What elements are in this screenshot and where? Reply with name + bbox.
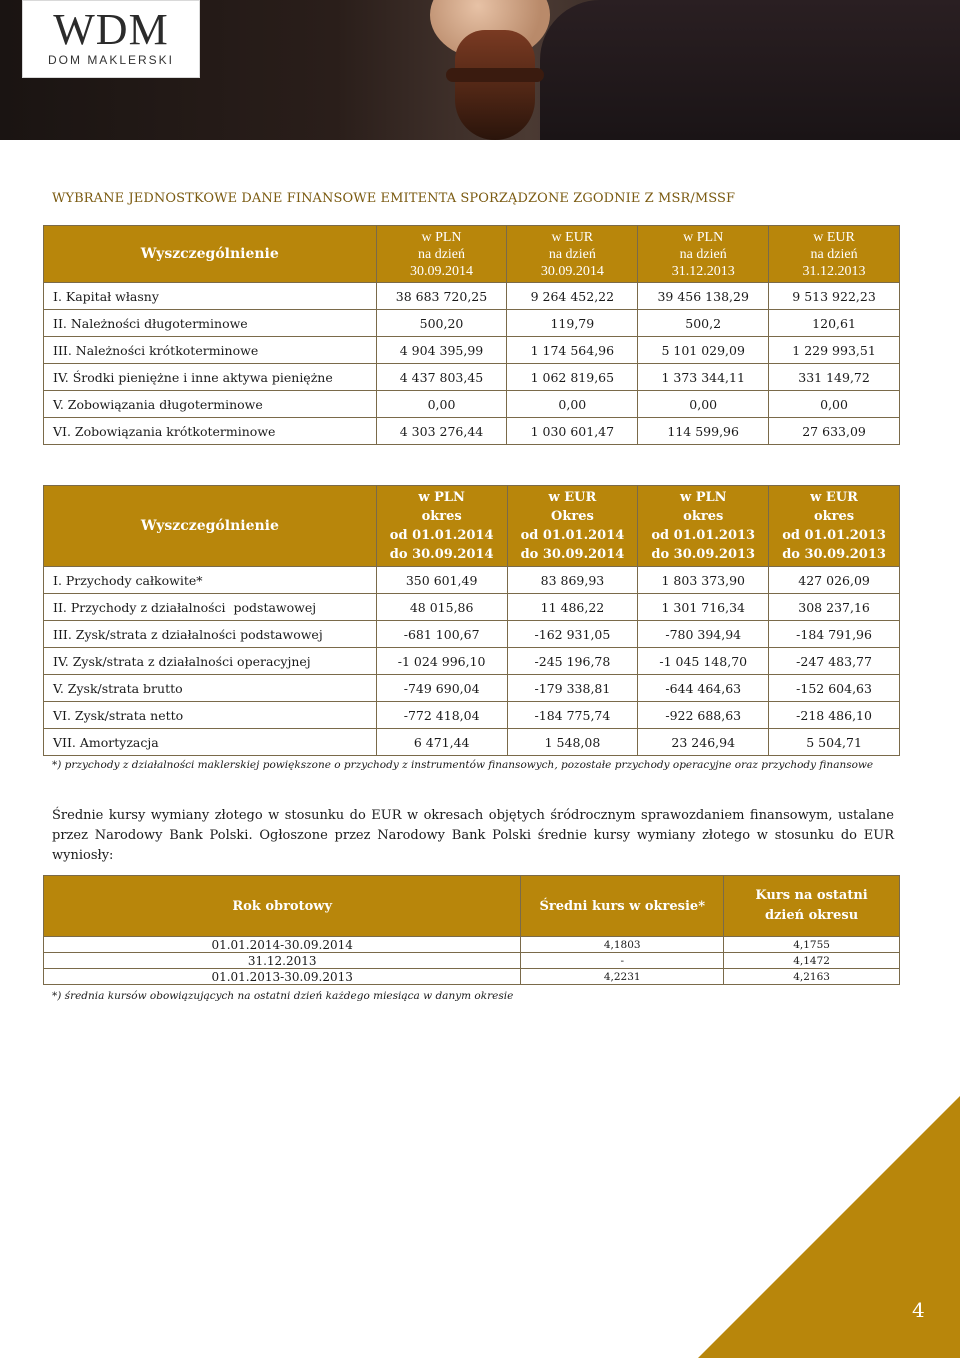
cell-value: 48 015,86	[376, 594, 507, 621]
col-line: do 30.09.2014	[520, 547, 625, 562]
rates-col-year: Rok obrotowy	[44, 876, 521, 937]
income-footnote: *) przychody z działalności maklerskiej powiększone o przychody z instrumentów finansowych, pozostałe przychody operacyjne oraz przychody finansowe	[52, 759, 874, 771]
cell-value: 1 548,08	[507, 729, 638, 756]
col-line: w PLN	[418, 490, 465, 505]
table-row	[44, 953, 900, 969]
col-line: do 30.09.2013	[651, 547, 756, 562]
gavel-ring	[446, 68, 544, 82]
table-row	[44, 337, 900, 364]
page-number: 4	[912, 1298, 925, 1322]
cell-value: -245 196,78	[507, 648, 638, 675]
cell-value: -218 486,10	[769, 702, 900, 729]
period-cell: 31.12.2013	[44, 953, 521, 969]
banner-photo-sleeve	[540, 0, 960, 140]
table-row	[44, 702, 900, 729]
cell-value: 1 803 373,90	[638, 567, 769, 594]
cell-value: 5 504,71	[769, 729, 900, 756]
col-line: od 01.01.2014	[520, 528, 625, 543]
header-banner	[0, 0, 960, 140]
cell-value: 500,2	[638, 310, 769, 337]
cell-value: -780 394,94	[638, 621, 769, 648]
cell-value: 0,00	[769, 391, 900, 418]
cell-value: 331 149,72	[769, 364, 900, 391]
col-line: 31.12.2013	[671, 263, 735, 279]
column-header	[376, 226, 507, 283]
col-line: 31.12.2013	[802, 263, 866, 279]
last-rate-cell: 4,1472	[724, 953, 900, 969]
cell-value: 4 303 276,44	[376, 418, 507, 445]
col-line: od 01.01.2014	[389, 528, 494, 543]
exchange-rate-paragraph: Średnie kursy wymiany złotego w stosunku do EUR w okresach objętych śródrocznym sprawozdaniem finansowym, ustalane przez Narodowy Bank Polski. Ogłoszone przez Narodowy Bank Polski średnie kursy wymiany złotego w stosunku do EUR wyniosły:	[52, 808, 894, 863]
column-header	[507, 486, 638, 567]
table-row	[44, 418, 900, 445]
rates-table	[43, 875, 900, 985]
cell-value: 0,00	[507, 391, 638, 418]
row-label: VII. Amortyzacja	[44, 729, 377, 756]
cell-value: 500,20	[376, 310, 507, 337]
table-row	[44, 310, 900, 337]
row-label: V. Zysk/strata brutto	[44, 675, 377, 702]
income-table	[43, 485, 900, 756]
cell-value: 1 062 819,65	[507, 364, 638, 391]
cell-value: -184 791,96	[769, 621, 900, 648]
cell-value: -1 045 148,70	[638, 648, 769, 675]
col-line: okres	[814, 509, 855, 524]
col-line: od 01.01.2013	[782, 528, 886, 543]
cell-value: 350 601,49	[376, 567, 507, 594]
column-header	[769, 226, 900, 283]
col-line: w EUR	[548, 490, 597, 505]
col-line: w EUR	[810, 490, 858, 505]
col-line: do 30.09.2014	[389, 547, 494, 562]
cell-value: 27 633,09	[769, 418, 900, 445]
row-label: III. Zysk/strata z działalności podstawowej	[44, 621, 377, 648]
cell-value: 119,79	[507, 310, 638, 337]
cell-value: 0,00	[376, 391, 507, 418]
period-cell: 01.01.2014-30.09.2014	[44, 937, 521, 953]
cell-value: 1 373 344,11	[638, 364, 769, 391]
col-line: od 01.01.2013	[651, 528, 756, 543]
col-line: na dzień	[679, 246, 727, 262]
balance-table	[43, 225, 900, 445]
avg-rate-cell: -	[521, 953, 724, 969]
col-line: na dzień	[548, 246, 596, 262]
cell-value: 23 246,94	[638, 729, 769, 756]
col-line: do 30.09.2013	[782, 547, 886, 562]
cell-value: 1 301 716,34	[638, 594, 769, 621]
period-cell: 01.01.2013-30.09.2013	[44, 969, 521, 985]
col-line: w EUR	[813, 229, 855, 245]
table-row	[44, 391, 900, 418]
cell-value: 120,61	[769, 310, 900, 337]
table-row	[44, 937, 900, 953]
column-header	[638, 486, 769, 567]
cell-value: -152 604,63	[769, 675, 900, 702]
table-row	[44, 969, 900, 985]
row-label: IV. Zysk/strata z działalności operacyjnej	[44, 648, 377, 675]
col-line: Okres	[551, 509, 594, 524]
table-row	[44, 594, 900, 621]
cell-value: -247 483,77	[769, 648, 900, 675]
col-line: 30.09.2014	[540, 263, 604, 279]
table-row	[44, 648, 900, 675]
row-label: IV. Środki pieniężne i inne aktywa pieniężne	[44, 364, 377, 391]
company-logo	[22, 0, 200, 78]
cell-value: 0,00	[638, 391, 769, 418]
col-line: na dzień	[417, 246, 466, 262]
col-line: okres	[421, 509, 462, 524]
rates-col-last-day: Kurs na ostatni dzień okresu	[724, 876, 900, 937]
col-line: w PLN	[683, 229, 724, 245]
table-row	[44, 567, 900, 594]
cell-value: -681 100,67	[376, 621, 507, 648]
col-line: na dzień	[810, 246, 858, 262]
cell-value: 308 237,16	[769, 594, 900, 621]
cell-value: 9 513 922,23	[769, 283, 900, 310]
table-header-row	[44, 876, 900, 937]
row-label: III. Należności krótkoterminowe	[44, 337, 377, 364]
column-header	[638, 226, 769, 283]
avg-rate-cell: 4,1803	[521, 937, 724, 953]
cell-value: -749 690,04	[376, 675, 507, 702]
logo-sub-text: DOM MAKLERSKI	[47, 53, 175, 67]
table-header-row	[44, 226, 900, 283]
row-label: II. Należności długoterminowe	[44, 310, 377, 337]
col-line: w PLN	[679, 490, 727, 505]
col-line: w EUR	[551, 229, 594, 245]
col-line: okres	[683, 509, 724, 524]
row-label: I. Przychody całkowite*	[44, 567, 377, 594]
section-title: WYBRANE JEDNOSTKOWE DANE FINANSOWE EMITENTA SPORZĄDZONE ZGODNIE Z MSR/MSSF	[52, 191, 736, 206]
table-header-row	[44, 486, 900, 567]
header-label: Wyszczególnienie	[44, 486, 377, 567]
cell-value: -1 024 996,10	[376, 648, 507, 675]
cell-value: -922 688,63	[638, 702, 769, 729]
row-label: I. Kapitał własny	[44, 283, 377, 310]
row-label: VI. Zysk/strata netto	[44, 702, 377, 729]
table-row	[44, 621, 900, 648]
cell-value: 1 174 564,96	[507, 337, 638, 364]
cell-value: 9 264 452,22	[507, 283, 638, 310]
cell-value: 5 101 029,09	[638, 337, 769, 364]
cell-value: 6 471,44	[376, 729, 507, 756]
cell-value: -772 418,04	[376, 702, 507, 729]
rates-footnote: *) średnia kursów obowiązujących na ostatni dzień każdego miesiąca w danym okresie	[52, 990, 514, 1002]
cell-value: -184 775,74	[507, 702, 638, 729]
header-label: Wyszczególnienie	[44, 226, 377, 283]
cell-value: 4 904 395,99	[376, 337, 507, 364]
cell-value: 4 437 803,45	[376, 364, 507, 391]
table-row	[44, 675, 900, 702]
rates-col-average: Średni kurs w okresie*	[521, 876, 724, 937]
table-row	[44, 729, 900, 756]
cell-value: 11 486,22	[507, 594, 638, 621]
column-header	[769, 486, 900, 567]
cell-value: 114 599,96	[638, 418, 769, 445]
table-row	[44, 283, 900, 310]
last-rate-cell: 4,2163	[724, 969, 900, 985]
col-line: w PLN	[421, 229, 462, 245]
row-label: II. Przychody z działalności podstawowej	[44, 594, 377, 621]
cell-value: -162 931,05	[507, 621, 638, 648]
avg-rate-cell: 4,2231	[521, 969, 724, 985]
cell-value: 1 229 993,51	[769, 337, 900, 364]
cell-value: 39 456 138,29	[638, 283, 769, 310]
last-rate-cell: 4,1755	[724, 937, 900, 953]
row-label: VI. Zobowiązania krótkoterminowe	[44, 418, 377, 445]
cell-value: -644 464,63	[638, 675, 769, 702]
column-header	[507, 226, 638, 283]
row-label: V. Zobowiązania długoterminowe	[44, 391, 377, 418]
table-row	[44, 364, 900, 391]
cell-value: 83 869,93	[507, 567, 638, 594]
column-header	[376, 486, 507, 567]
cell-value: -179 338,81	[507, 675, 638, 702]
cell-value: 427 026,09	[769, 567, 900, 594]
col-line: 30.09.2014	[410, 263, 473, 279]
cell-value: 38 683 720,25	[376, 283, 507, 310]
gavel-icon	[455, 30, 535, 140]
cell-value: 1 030 601,47	[507, 418, 638, 445]
logo-main-text: WDM	[53, 5, 169, 54]
